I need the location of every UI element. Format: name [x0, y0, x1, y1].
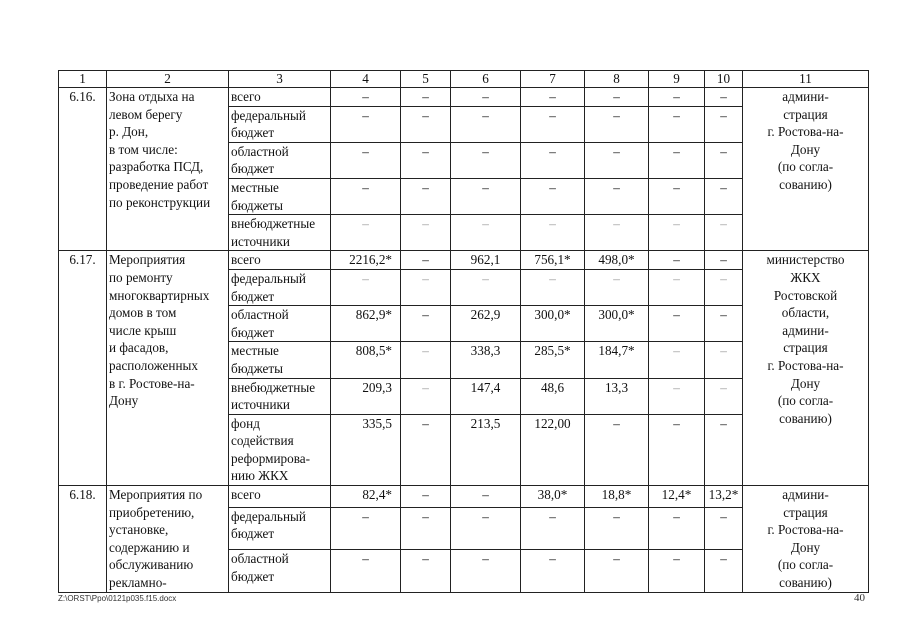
value-cell: –: [649, 142, 705, 178]
value-cell: –: [705, 550, 743, 592]
value-cell: 300,0*: [521, 306, 585, 342]
funding-source: всего: [229, 251, 331, 270]
header-cell: 1: [59, 71, 107, 88]
table-row: [59, 88, 869, 107]
page-number: 40: [854, 592, 865, 604]
header-cell: 8: [585, 71, 649, 88]
value-cell: 262,9: [451, 306, 521, 342]
header-cell: 9: [649, 71, 705, 88]
value-cell: 2216,2*: [331, 251, 401, 270]
funding-source: местные бюджеты: [229, 178, 331, 214]
value-cell: –: [331, 550, 401, 592]
value-cell: 122,00: [521, 414, 585, 485]
value-cell: 18,8*: [585, 486, 649, 508]
value-cell: 38,0*: [521, 486, 585, 508]
value-cell: –: [401, 306, 451, 342]
executor: админи- страция г. Ростова-на- Дону (по согла- сованию): [743, 486, 869, 593]
item-description: Зона отдыха на левом берегу р. Дон, в том числе: разработка ПСД, проведение работ по реконструкции: [107, 88, 229, 251]
header-cell: 11: [743, 71, 869, 88]
value-cell: –: [649, 306, 705, 342]
header-cell: 7: [521, 71, 585, 88]
value-cell: –: [331, 142, 401, 178]
value-cell: –: [331, 88, 401, 107]
value-cell: –: [521, 550, 585, 592]
header-cell: 6: [451, 71, 521, 88]
header-row: [59, 71, 869, 88]
value-cell: 82,4*: [331, 486, 401, 508]
value-cell: –: [401, 269, 451, 305]
value-cell: 962,1: [451, 251, 521, 270]
value-cell: –: [585, 106, 649, 142]
value-cell: –: [521, 88, 585, 107]
value-cell: 13,2*: [705, 486, 743, 508]
value-cell: –: [649, 414, 705, 485]
value-cell: –: [649, 106, 705, 142]
item-number: 6.16.: [59, 88, 107, 251]
value-cell: 862,9*: [331, 306, 401, 342]
value-cell: –: [705, 251, 743, 270]
value-cell: –: [331, 507, 401, 549]
table-row: [59, 251, 869, 270]
value-cell: –: [451, 106, 521, 142]
value-cell: –: [705, 342, 743, 378]
header-cell: 10: [705, 71, 743, 88]
funding-source: фонд содействия реформирова- нию ЖКХ: [229, 414, 331, 485]
value-cell: –: [521, 269, 585, 305]
funding-source: местные бюджеты: [229, 342, 331, 378]
value-cell: –: [521, 178, 585, 214]
value-cell: 335,5: [331, 414, 401, 485]
value-cell: –: [705, 215, 743, 251]
value-cell: 12,4*: [649, 486, 705, 508]
value-cell: –: [521, 142, 585, 178]
value-cell: –: [451, 142, 521, 178]
value-cell: 300,0*: [585, 306, 649, 342]
value-cell: –: [585, 550, 649, 592]
document-path: Z:\ORST\Ppo\0121p035.f15.docx: [58, 594, 177, 603]
value-cell: –: [401, 486, 451, 508]
value-cell: –: [401, 251, 451, 270]
funding-source: внебюджетные источники: [229, 215, 331, 251]
value-cell: –: [451, 88, 521, 107]
value-cell: –: [585, 507, 649, 549]
value-cell: –: [705, 507, 743, 549]
value-cell: –: [585, 414, 649, 485]
value-cell: –: [649, 88, 705, 107]
funding-source: федеральный бюджет: [229, 507, 331, 549]
value-cell: 213,5: [451, 414, 521, 485]
value-cell: –: [585, 88, 649, 107]
value-cell: 338,3: [451, 342, 521, 378]
value-cell: –: [649, 550, 705, 592]
value-cell: –: [585, 178, 649, 214]
value-cell: –: [401, 106, 451, 142]
budget-table: [58, 70, 869, 593]
value-cell: –: [705, 414, 743, 485]
value-cell: –: [331, 106, 401, 142]
value-cell: –: [451, 178, 521, 214]
item-description: Мероприятия по приобретению, установке, содержанию и обслуживанию рекламно-: [107, 486, 229, 593]
value-cell: –: [521, 215, 585, 251]
value-cell: –: [451, 507, 521, 549]
value-cell: –: [705, 178, 743, 214]
value-cell: 147,4: [451, 378, 521, 414]
value-cell: 209,3: [331, 378, 401, 414]
item-description: Мероприятия по ремонту многоквартирных домов в том числе крыш и фасадов, расположенных в г. Ростове-на- Дону: [107, 251, 229, 486]
header-cell: 3: [229, 71, 331, 88]
value-cell: –: [649, 269, 705, 305]
funding-source: федеральный бюджет: [229, 106, 331, 142]
value-cell: –: [705, 106, 743, 142]
funding-source: всего: [229, 88, 331, 107]
value-cell: –: [451, 486, 521, 508]
value-cell: –: [585, 215, 649, 251]
table-row: [59, 486, 869, 508]
executor: министерство ЖКХ Ростовской области, админи- страция г. Ростова-на- Дону (по согла- сованию): [743, 251, 869, 486]
value-cell: –: [331, 215, 401, 251]
value-cell: –: [331, 269, 401, 305]
header-cell: 5: [401, 71, 451, 88]
value-cell: –: [649, 215, 705, 251]
value-cell: –: [649, 342, 705, 378]
value-cell: –: [401, 342, 451, 378]
executor: админи- страция г. Ростова-на- Дону (по согла- сованию): [743, 88, 869, 251]
item-number: 6.18.: [59, 486, 107, 593]
funding-source: областной бюджет: [229, 306, 331, 342]
value-cell: 756,1*: [521, 251, 585, 270]
value-cell: 184,7*: [585, 342, 649, 378]
value-cell: –: [649, 178, 705, 214]
value-cell: –: [401, 378, 451, 414]
value-cell: –: [705, 306, 743, 342]
value-cell: 808,5*: [331, 342, 401, 378]
item-number: 6.17.: [59, 251, 107, 486]
value-cell: –: [705, 269, 743, 305]
value-cell: 48,6: [521, 378, 585, 414]
value-cell: –: [705, 378, 743, 414]
value-cell: –: [585, 142, 649, 178]
value-cell: –: [401, 215, 451, 251]
value-cell: –: [649, 507, 705, 549]
value-cell: –: [649, 251, 705, 270]
value-cell: 285,5*: [521, 342, 585, 378]
value-cell: 13,3: [585, 378, 649, 414]
value-cell: –: [521, 106, 585, 142]
value-cell: –: [401, 88, 451, 107]
value-cell: –: [451, 550, 521, 592]
value-cell: 498,0*: [585, 251, 649, 270]
value-cell: –: [401, 507, 451, 549]
value-cell: –: [705, 88, 743, 107]
value-cell: –: [401, 414, 451, 485]
value-cell: –: [451, 269, 521, 305]
value-cell: –: [649, 378, 705, 414]
value-cell: –: [401, 550, 451, 592]
funding-source: федеральный бюджет: [229, 269, 331, 305]
value-cell: –: [521, 507, 585, 549]
value-cell: –: [585, 269, 649, 305]
value-cell: –: [331, 178, 401, 214]
value-cell: –: [451, 215, 521, 251]
funding-source: всего: [229, 486, 331, 508]
value-cell: –: [401, 178, 451, 214]
value-cell: –: [705, 142, 743, 178]
header-cell: 4: [331, 71, 401, 88]
funding-source: областной бюджет: [229, 550, 331, 592]
funding-source: внебюджетные источники: [229, 378, 331, 414]
value-cell: –: [401, 142, 451, 178]
header-cell: 2: [107, 71, 229, 88]
funding-source: областной бюджет: [229, 142, 331, 178]
